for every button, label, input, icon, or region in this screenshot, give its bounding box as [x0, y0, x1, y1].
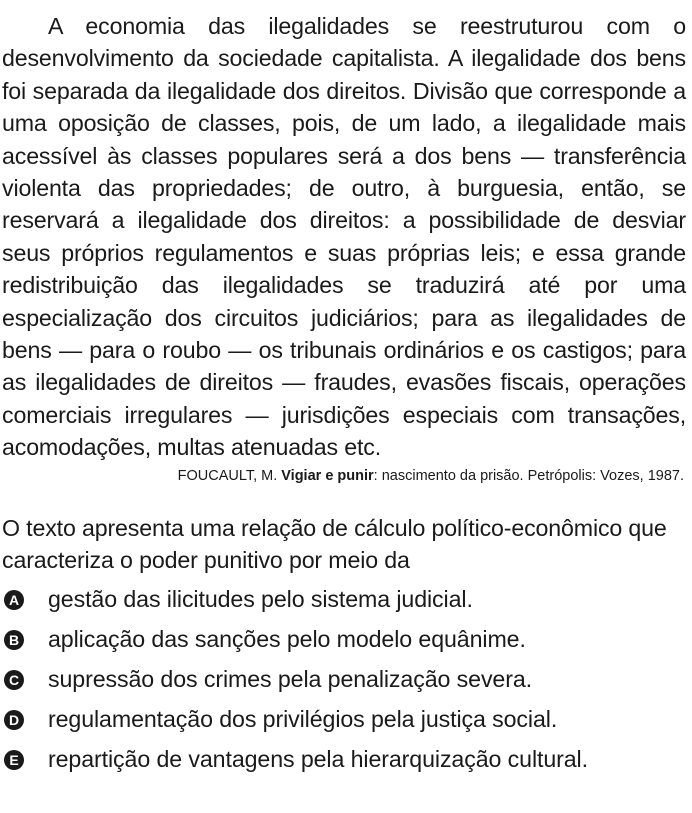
option-b-text: aplicação das sanções pelo modelo equânime. [48, 626, 526, 653]
answer-options [2, 580, 686, 780]
option-e-letter-icon: E [4, 750, 24, 770]
option-b-letter-icon: B [4, 630, 24, 650]
option-a[interactable] [2, 580, 686, 620]
citation [2, 466, 686, 486]
option-a-letter-icon: A [4, 590, 24, 610]
question-stem: O texto apresenta uma relação de cálculo político-econômico que caracteriza o poder punitivo por meio da [2, 514, 667, 573]
option-d-text: regulamentação dos privilégios pela justiça social. [48, 706, 558, 733]
option-c-text: supressão dos crimes pela penalização severa. [48, 666, 532, 693]
citation-rest: : nascimento da prisão. Petrópolis: Vozes, 1987. [373, 467, 684, 484]
option-d-letter-icon: D [4, 710, 24, 730]
option-a-text: gestão das ilicitudes pelo sistema judicial. [48, 586, 473, 613]
option-e[interactable] [2, 740, 686, 780]
citation-title: Vigiar e punir [281, 467, 374, 484]
option-c[interactable] [2, 660, 686, 700]
option-e-text: repartição de vantagens pela hierarquização cultural. [48, 746, 588, 773]
citation-author: FOUCAULT, M. [177, 467, 282, 484]
option-d[interactable] [2, 700, 686, 740]
passage-text: A economia das ilegalidades se reestruturou com o desenvolvimento da sociedade capitalista. A ilegalidade dos bens foi separada da ilegalidade dos direitos. Divisão que corresponde a uma oposição de classes, pois, de um lado, a ilegalidade mais acessível às classes populares será a dos bens — transferência violenta das propriedades; de outro, à burguesia, então, se reservará a ilegalidade dos direitos: a possibilidade de desviar seus próprios regulamentos e suas próprias leis; e essa grande redistribuição das ilegalidades se traduzirá até por uma especialização dos circuitos judiciários; para as ilegalidades de bens — para o roubo — os tribunais ordinários e os castigos; para as ilegalidades de direitos — fraudes, evasões fiscais, operações comerciais irregulares — jurisdições especiais com transações, acomodações, multas atenuadas etc. [2, 13, 686, 461]
option-b[interactable] [2, 620, 686, 660]
option-c-letter-icon: C [4, 670, 24, 690]
